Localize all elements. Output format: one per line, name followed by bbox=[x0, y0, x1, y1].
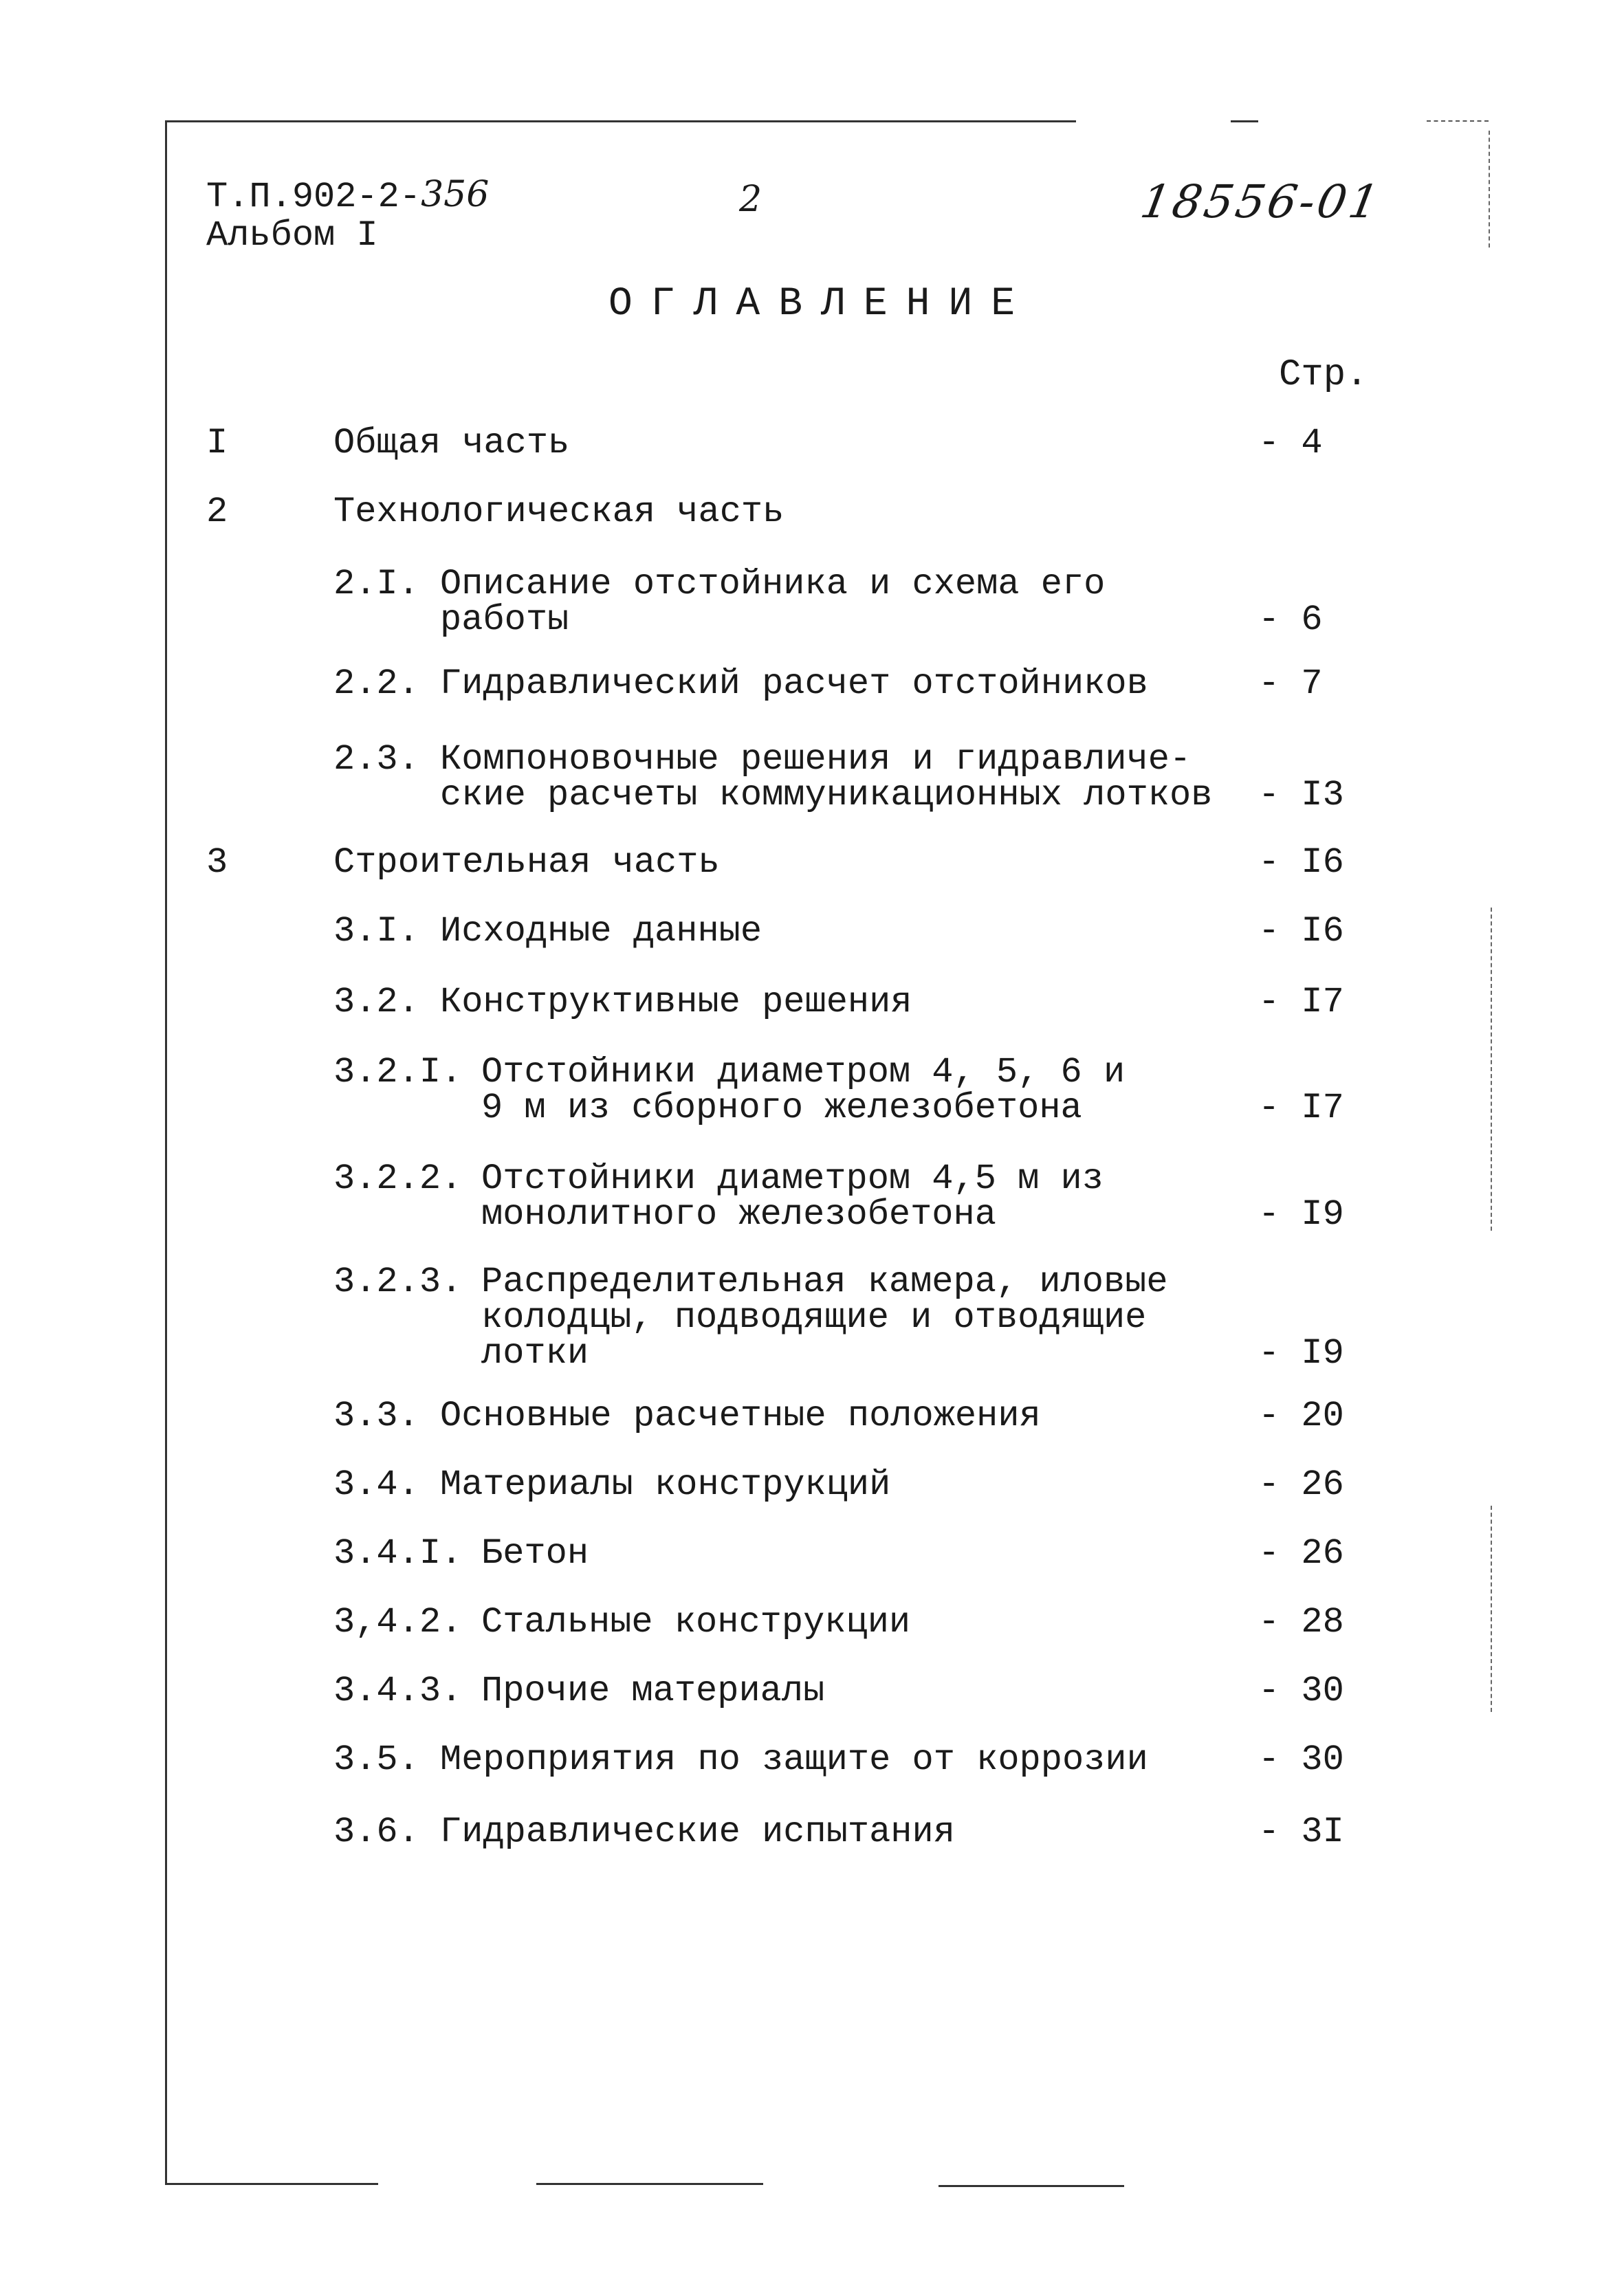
toc-entry-page: - 30 bbox=[1258, 1671, 1344, 1711]
toc-entry-number: 3.6. bbox=[333, 1812, 419, 1852]
toc-entry-page: - 30 bbox=[1258, 1739, 1344, 1780]
toc-entry-number: 3.2.I. bbox=[333, 1052, 463, 1092]
toc-entry-title: Технологическая часть bbox=[333, 492, 784, 532]
toc-entry-page: - 20 bbox=[1258, 1396, 1344, 1436]
frame-bottom-line bbox=[165, 2183, 378, 2185]
toc-entry-number: 3.2. bbox=[333, 982, 419, 1022]
page-title: ОГЛАВЛЕНИЕ bbox=[608, 282, 1034, 327]
toc-entry-number: 3.2.3. bbox=[333, 1262, 463, 1302]
frame-bottom-line bbox=[939, 2185, 1124, 2187]
toc-entry-title: ские расчеты коммуникационных лотков bbox=[440, 775, 1213, 815]
toc-entry-page: - I6 bbox=[1258, 911, 1344, 952]
toc-entry-title: монолитного железобетона bbox=[481, 1194, 996, 1235]
toc-entry-number: 3 bbox=[206, 842, 228, 883]
page-number: 2 bbox=[739, 179, 762, 220]
toc-entry-number: 2.3. bbox=[333, 739, 419, 780]
toc-entry-title: 9 м из сборного железобетона bbox=[481, 1088, 1082, 1128]
inventory-number: 18556-01 bbox=[1137, 175, 1386, 228]
toc-entry-number: 3.4.I. bbox=[333, 1533, 463, 1574]
toc-entry-title: Исходные данные bbox=[440, 911, 762, 952]
toc-entry-page: - 7 bbox=[1258, 663, 1323, 704]
toc-entry-title: Общая часть bbox=[333, 423, 570, 463]
toc-entry-number: 3,4.2. bbox=[333, 1602, 463, 1643]
toc-entry-page: - I9 bbox=[1258, 1333, 1344, 1374]
toc-entry-number: 2.I. bbox=[333, 564, 419, 604]
toc-entry-number: 2 bbox=[206, 492, 228, 532]
toc-entry-page: - I6 bbox=[1258, 842, 1344, 883]
toc-entry-page: - I7 bbox=[1258, 982, 1344, 1022]
toc-entry-page: - 4 bbox=[1258, 423, 1323, 463]
toc-entry-number: 3.2.2. bbox=[333, 1159, 463, 1199]
toc-entry-number: 3.4. bbox=[333, 1464, 419, 1505]
edge-mark bbox=[1491, 1506, 1492, 1712]
toc-entry-page: - I9 bbox=[1258, 1194, 1344, 1235]
frame-top-line bbox=[165, 120, 1076, 122]
edge-mark bbox=[1491, 908, 1492, 1231]
frame-left-line bbox=[165, 120, 167, 2183]
toc-entry-title: работы bbox=[440, 600, 569, 640]
toc-entry-page: - I3 bbox=[1258, 775, 1344, 815]
toc-entry-page: - 26 bbox=[1258, 1533, 1344, 1574]
frame-top-mark bbox=[1231, 120, 1258, 122]
toc-entry-title: лотки bbox=[481, 1333, 589, 1374]
toc-entry-number: 3.3. bbox=[333, 1396, 419, 1436]
toc-entry-title: колодцы, подводящие и отводящие bbox=[481, 1297, 1147, 1338]
album-label: Альбом I bbox=[206, 215, 378, 256]
toc-entry-number: 3.I. bbox=[333, 911, 419, 952]
toc-entry-title: Бетон bbox=[481, 1533, 589, 1574]
toc-entry-page: - 26 bbox=[1258, 1464, 1344, 1505]
page-column-label: Стр. bbox=[1279, 354, 1368, 396]
toc-entry-number: 2.2. bbox=[333, 663, 419, 704]
toc-entry-title: Гидравлический расчет отстойников bbox=[440, 663, 1148, 704]
toc-entry-title: Распределительная камера, иловые bbox=[481, 1262, 1168, 1302]
frame-bottom-line bbox=[536, 2183, 763, 2185]
toc-entry-title: Материалы конструкций bbox=[440, 1464, 891, 1505]
toc-entry-title: Основные расчетные положения bbox=[440, 1396, 1041, 1436]
toc-entry-number: 3.4.3. bbox=[333, 1671, 463, 1711]
toc-entry-title: Отстойники диаметром 4, 5, 6 и bbox=[481, 1052, 1126, 1092]
toc-entry-title: Гидравлические испытания bbox=[440, 1812, 955, 1852]
toc-entry-title: Описание отстойника и схема его bbox=[440, 564, 1106, 604]
toc-entry-page: - I7 bbox=[1258, 1088, 1344, 1128]
toc-entry-page: - 3I bbox=[1258, 1812, 1344, 1852]
document-code-handwritten: 356 bbox=[421, 174, 490, 215]
toc-entry-page: - 28 bbox=[1258, 1602, 1344, 1643]
toc-entry-page: - 6 bbox=[1258, 600, 1323, 640]
frame-top-right-mark bbox=[1427, 120, 1489, 122]
toc-entry-title: Мероприятия по защите от коррозии bbox=[440, 1739, 1148, 1780]
toc-entry-title: Компоновочные решения и гидравличе- bbox=[440, 739, 1192, 780]
toc-entry-title: Стальные конструкции bbox=[481, 1602, 911, 1643]
edge-mark bbox=[1489, 131, 1490, 248]
toc-entry-title: Прочие материалы bbox=[481, 1671, 825, 1711]
document-code: Т.П.902-2-356 bbox=[206, 174, 490, 217]
toc-entry-number: I bbox=[206, 423, 228, 463]
toc-entry-title: Строительная часть bbox=[333, 842, 720, 883]
toc-entry-title: Конструктивные решения bbox=[440, 982, 912, 1022]
toc-entry-title: Отстойники диаметром 4,5 м из bbox=[481, 1159, 1104, 1199]
toc-entry-number: 3.5. bbox=[333, 1739, 419, 1780]
